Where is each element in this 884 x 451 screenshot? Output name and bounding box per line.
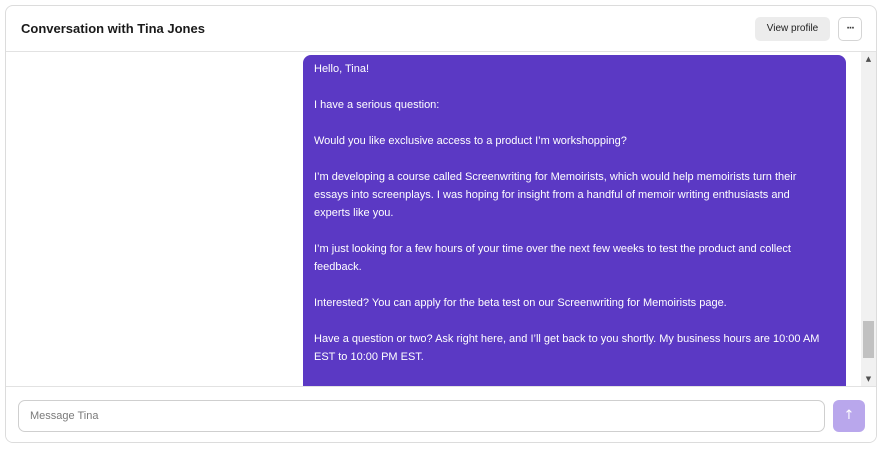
message-input[interactable] (18, 400, 825, 432)
send-button[interactable] (833, 400, 865, 432)
more-options-button[interactable] (838, 17, 862, 41)
outgoing-message-bubble (303, 55, 846, 386)
message-paragraph: Would you like exclusive access to a product I’m workshopping? (314, 135, 627, 147)
message-paragraph: I’m just looking for a few hours of your time over the next few weeks to test the product and collect feedback. (314, 243, 791, 273)
message-thread[interactable] (6, 52, 861, 386)
message-paragraph: Interested? You can apply for the beta test on our Screenwriting for Memoirists page. (314, 297, 727, 309)
scroll-up-arrow-icon[interactable]: ▲ (865, 55, 872, 63)
message-paragraph: I have a serious question: (314, 99, 440, 111)
ellipsis-icon: ··· (846, 24, 854, 34)
message-composer (6, 386, 876, 443)
message-scrollbar[interactable] (861, 52, 876, 386)
view-profile-button[interactable]: View profile (755, 17, 830, 41)
conversation-header (6, 6, 876, 52)
message-paragraph: Have a question or two? Ask right here, and I’ll get back to you shortly. My business hours are 10:00 AM EST to 10:00 PM EST. (314, 333, 820, 363)
scroll-down-arrow-icon[interactable]: ▼ (865, 375, 872, 383)
conversation-title: Conversation with Tina Jones (21, 21, 205, 36)
conversation-panel (5, 5, 877, 443)
message-paragraph: I’m developing a course called Screenwriting for Memoirists, which would help memoirists turn their essays into screenplays. I was hoping for insight from a handful of memoir writing enthusiasts and experts like you. (314, 171, 797, 219)
send-arrow-icon: ↑ (843, 408, 855, 423)
scrollbar-thumb[interactable] (863, 321, 874, 358)
message-paragraph: Hello, Tina! (314, 63, 370, 75)
